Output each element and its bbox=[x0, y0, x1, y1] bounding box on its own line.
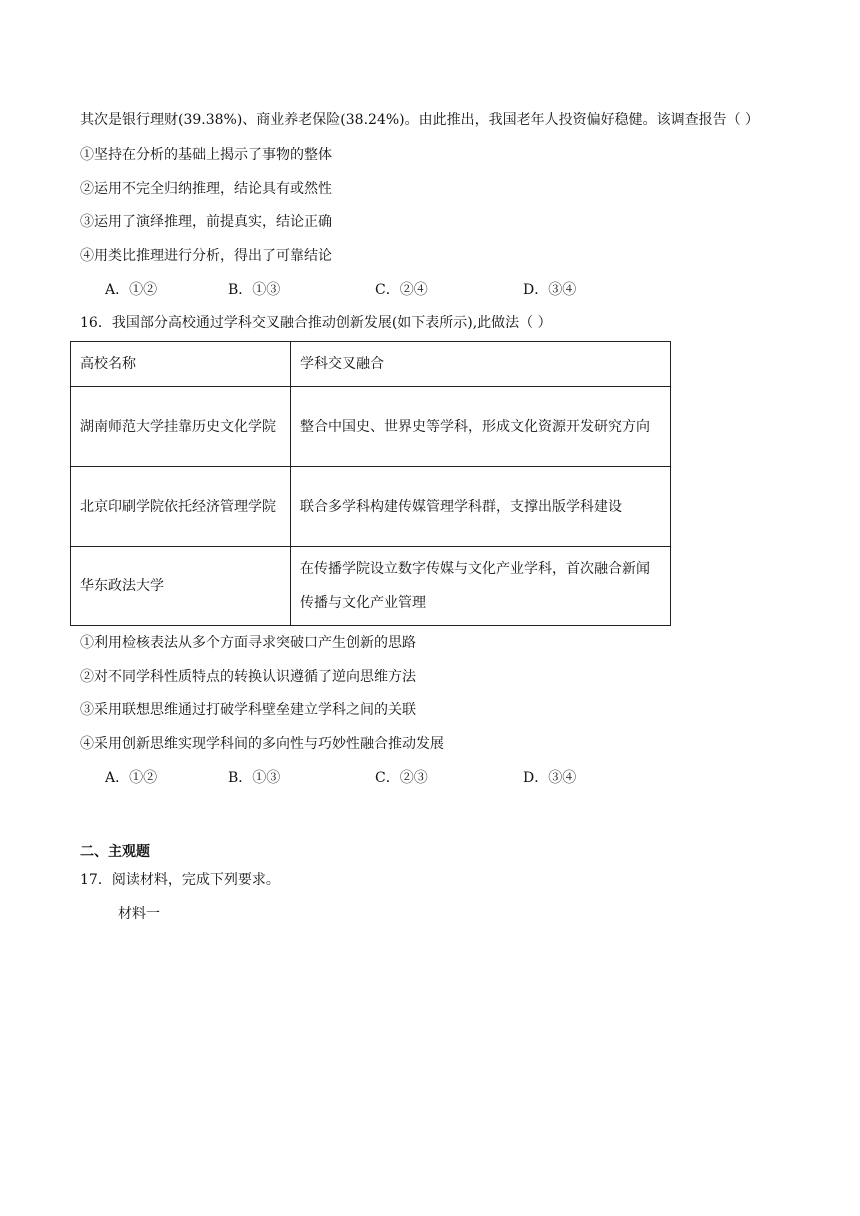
table-cell: 在传播学院设立数字传媒与文化产业学科，首次融合新闻传播与文化产业管理 bbox=[291, 547, 671, 626]
q15-statement-1: ①坚持在分析的基础上揭示了事物的整体 bbox=[80, 147, 332, 163]
table-header-row bbox=[71, 342, 671, 387]
q15-statement-4: ④用类比推理进行分析，得出了可靠结论 bbox=[80, 248, 332, 264]
q15-continuation-text: 其次是银行理财(39.38%)、商业养老保险(38.24%)。由此推出，我国老年人投资偏好稳健。该调查报告（ ） bbox=[80, 112, 760, 128]
q16-stem: 16．我国部分高校通过学科交叉融合推动创新发展(如下表所示),此做法（ ） bbox=[80, 315, 552, 331]
table-row bbox=[71, 387, 671, 467]
q16-option-b[interactable]: B．①③ bbox=[228, 770, 281, 786]
q16-table bbox=[70, 341, 671, 626]
table-cell: 联合多学科构建传媒管理学科群，支撑出版学科建设 bbox=[291, 467, 671, 547]
material-label: 材料一 bbox=[118, 906, 160, 922]
q15-option-c[interactable]: C．②④ bbox=[375, 282, 428, 298]
q16-option-d[interactable]: D．③④ bbox=[523, 770, 577, 786]
q15-statement-2: ②运用不完全归纳推理，结论具有或然性 bbox=[80, 181, 332, 197]
q15-option-a[interactable]: A．①② bbox=[105, 282, 158, 298]
q16-statement-4: ④采用创新思维实现学科间的多向性与巧妙性融合推动发展 bbox=[80, 736, 444, 752]
table-row bbox=[71, 547, 671, 626]
table-row bbox=[71, 467, 671, 547]
table-cell: 整合中国史、世界史等学科，形成文化资源开发研究方向 bbox=[291, 387, 671, 467]
section-heading: 二、主观题 bbox=[80, 844, 150, 860]
q16-statement-2: ②对不同学科性质特点的转换认识遵循了逆向思维方法 bbox=[80, 669, 416, 685]
q15-option-d[interactable]: D．③④ bbox=[523, 282, 577, 298]
q15-options bbox=[105, 280, 576, 300]
q15-statement-3: ③运用了演绎推理，前提真实，结论正确 bbox=[80, 214, 332, 230]
table-cell: 湖南师范大学挂靠历史文化学院 bbox=[71, 387, 291, 467]
q17-stem: 17．阅读材料，完成下列要求。 bbox=[80, 872, 280, 888]
q16-option-a[interactable]: A．①② bbox=[105, 770, 158, 786]
q16-statement-3: ③采用联想思维通过打破学科壁垒建立学科之间的关联 bbox=[80, 702, 416, 718]
table-header-cell: 学科交叉融合 bbox=[291, 342, 671, 387]
table-header-cell: 高校名称 bbox=[71, 342, 291, 387]
table-cell: 北京印刷学院依托经济管理学院 bbox=[71, 467, 291, 547]
q16-statement-1: ①利用检核表法从多个方面寻求突破口产生创新的思路 bbox=[80, 635, 416, 651]
q15-option-b[interactable]: B．①③ bbox=[228, 282, 281, 298]
table-cell: 华东政法大学 bbox=[71, 547, 291, 626]
q16-options bbox=[105, 768, 576, 788]
q16-option-c[interactable]: C．②③ bbox=[375, 770, 428, 786]
